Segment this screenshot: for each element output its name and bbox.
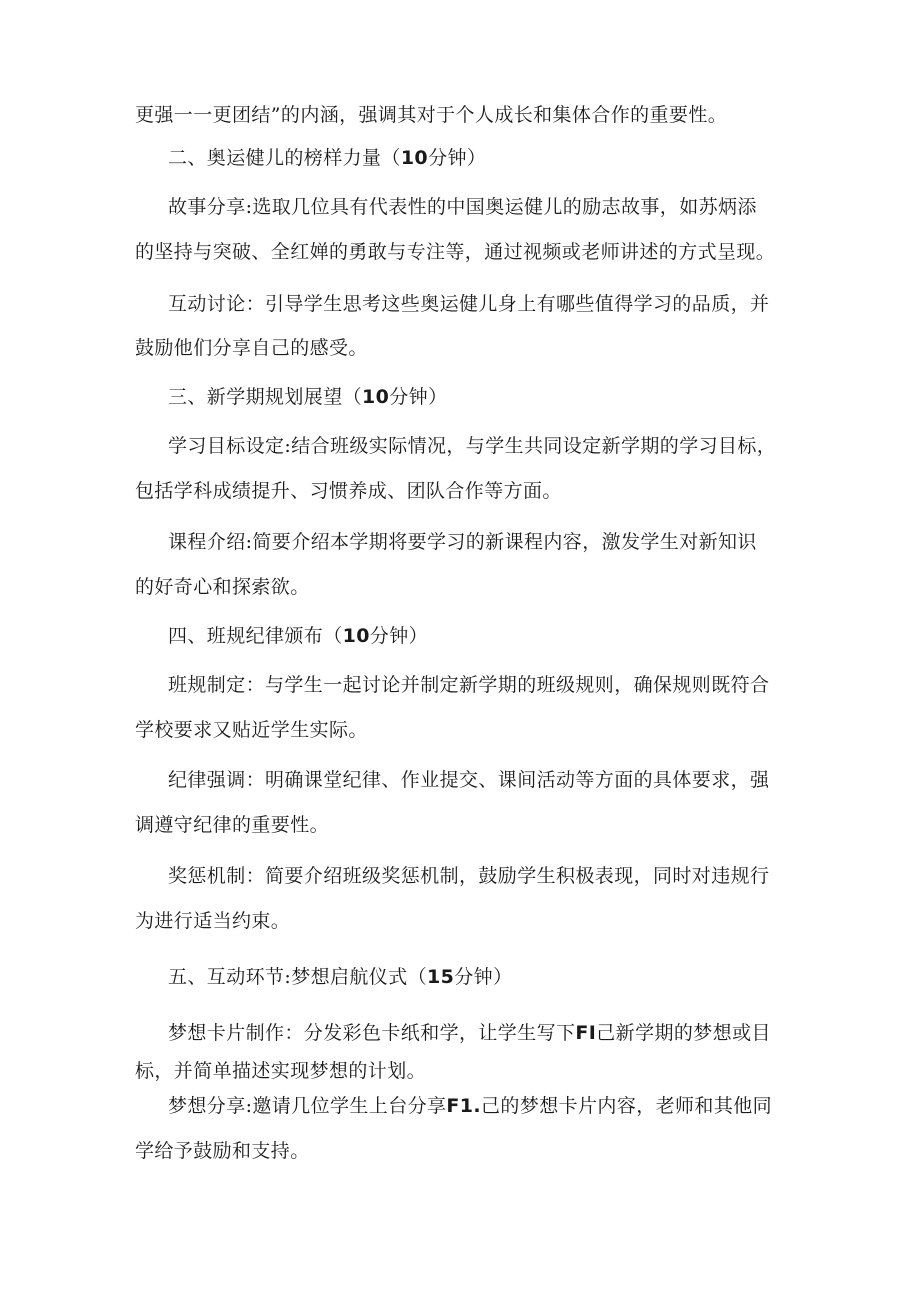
paragraph-line — [168, 1094, 772, 1118]
paragraph-line: 互动讨论：引导学生思考这些奥运健儿身上有哪些值得学习的品质，并 — [168, 293, 770, 315]
paragraph-line: 课程介绍:简要介绍本学期将要学习的新课程内容，激发学生对新知识 — [168, 531, 757, 553]
paragraph-line: 故事分享:选取几位具有代表性的中国奥运健儿的励志故事，如苏炳添 — [168, 196, 757, 218]
paragraph-line: 学习目标设定:结合班级实际情况，与学生共同设定新学期的学习目标， — [168, 435, 777, 457]
paragraph-line: 纪律强调：明确课堂纪律、作业提交、课间活动等方面的具体要求，强 — [168, 769, 770, 791]
heading-tail: 分钟） — [389, 386, 448, 408]
paragraph-line — [168, 1021, 771, 1045]
paragraph-line: 奖惩机制：简要介绍班级奖惩机制，鼓励学生积极表现，同时对违规行 — [168, 865, 770, 887]
ocr-artifact: F1. — [446, 1095, 482, 1117]
heading-duration: 15 — [427, 966, 455, 988]
paragraph-line: 的坚持与突破、全红婵的勇敢与专注等，通过视频或老师讲述的方式呈现。 — [135, 241, 776, 263]
paragraph-line: 鼓励他们分享自己的感受。 — [135, 337, 368, 359]
heading-tail: 分钟） — [428, 147, 487, 169]
paragraph-line: 更强一一更团结”的内涵，强调其对于个人成长和集体合作的重要性。 — [135, 104, 728, 126]
heading-duration: 10 — [342, 625, 370, 647]
line-text: 梦想分享:邀请几位学生上台分享 — [168, 1095, 447, 1117]
heading-text: 四、班规纪律颁布（ — [168, 625, 343, 647]
line-text: 己新学期的梦想或目 — [596, 1022, 771, 1044]
heading-text: 二、奥运健儿的榜样力量（ — [168, 147, 401, 169]
ocr-artifact: FI — [575, 1022, 597, 1044]
section-heading-3 — [168, 385, 447, 409]
section-heading-5 — [168, 965, 512, 989]
heading-text: 三、新学期规划展望（ — [168, 386, 363, 408]
line-text: 梦想卡片制作：分发彩色卡纸和学，让学生写下 — [168, 1022, 576, 1044]
paragraph-line: 学给予鼓励和支持。 — [135, 1140, 310, 1162]
line-text: 己的梦想卡片内容，老师和其他同 — [481, 1095, 773, 1117]
paragraph-line: 为进行适当约束。 — [135, 910, 291, 932]
paragraph-line: 标，并简单描述实现梦想的计划。 — [135, 1060, 427, 1082]
heading-duration: 10 — [362, 386, 390, 408]
paragraph-line: 学校要求又贴近学生实际。 — [135, 719, 368, 741]
heading-tail: 分钟） — [454, 966, 513, 988]
section-heading-2 — [168, 146, 486, 170]
paragraph-line: 调遵守纪律的重要性。 — [135, 814, 330, 836]
section-heading-4 — [168, 624, 428, 648]
heading-text: 五、互动环节:梦想启航仪式（ — [168, 966, 428, 988]
paragraph-line: 班规制定：与学生一起讨论并制定新学期的班级规则，确保规则既符合 — [168, 674, 770, 696]
paragraph-line: 包括学科成绩提升、习惯养成、团队合作等方面。 — [135, 480, 562, 502]
heading-tail: 分钟） — [369, 625, 429, 647]
heading-duration: 10 — [400, 147, 429, 169]
paragraph-line: 的好奇心和探索欲。 — [135, 576, 310, 598]
